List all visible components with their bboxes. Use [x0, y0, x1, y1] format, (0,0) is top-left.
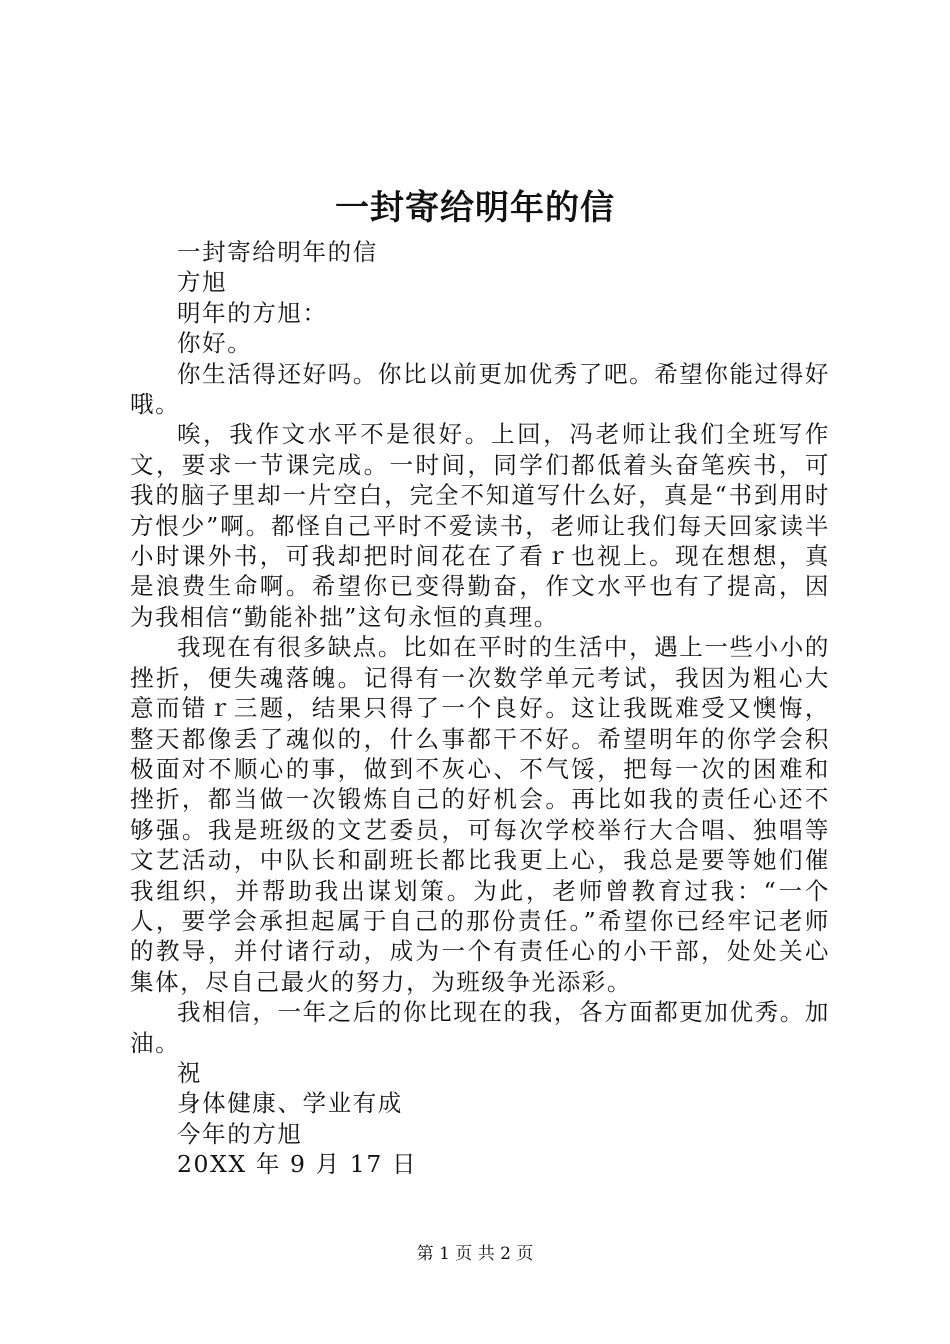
paragraph-4: 我相信，一年之后的你比现在的我，各方面都更加优秀。加油。	[130, 998, 830, 1057]
closing-wish-line: 祝	[177, 1058, 203, 1087]
closing-blessing-line: 身体健康、学业有成	[177, 1089, 403, 1118]
page-number: 第 1 页 共 2 页	[416, 1244, 534, 1264]
letter-heading-line: 一封寄给明年的信	[177, 238, 378, 266]
paragraph-1: 你生活得还好吗。你比以前更加优秀了吧。希望你能过得好哦。	[130, 359, 830, 419]
salutation-line: 明年的方旭：	[177, 298, 328, 327]
paragraph-3: 我现在有很多缺点。比如在平时的生活中，遇上一些小小的挫折，便失魂落魄。记得有一次数学单元考试，我因为粗心大意而错ｒ三题，结果只得了一个良好。这让我既难受又懊悔，整天都像丢了魂似的，什么事都干不好。希望明年的你学会积极面对不顺心的事，做到不灰心、不气馁，把每一次的困难和挫折，都当做一次锻炼自己的好机会。再比如我的责任心还不够强。我是班级的文艺委员，可每次学校举行大合唱、独唱等文艺活动，中队长和副班长都比我更上心，我总是要等她们催我组织，并帮助我出谋划策。为此，老师曾教育过我：“一个人，要学会承担起属于自己的那份责任。”希望你已经牢记老师的教导，并付诸行动，成为一个有责任心的小干部，处处关心集体，尽自己最火的努力，为班级争光添彩。	[130, 633, 830, 996]
greeting-line: 你好。	[177, 329, 253, 358]
letter-body	[130, 237, 830, 1180]
paragraph-2: 唉，我作文水平不是很好。上回，冯老师让我们全班写作文，要求一节课完成。一时间，同学们都低着头奋笔疾书，可我的脑子里却一片空白，完全不知道写什么好，真是“书到用时方恨少”啊。都怪自己平时不爱读书，老师让我们每天回家读半小时课外书，可我却把时间花在了看ｒ也视上。现在想想，真是浪费生命啊。希望你已变得勤奋，作文水平也有了提高，因为我相信“勤能补拙”这句永恒的真理。	[130, 420, 830, 631]
document-title: 一封寄给明年的信	[335, 188, 615, 228]
author-name-line: 方旭	[177, 268, 228, 297]
signature-line: 今年的方旭	[177, 1119, 303, 1148]
date-line: 20XX 年 9 月 17 日	[177, 1150, 418, 1179]
